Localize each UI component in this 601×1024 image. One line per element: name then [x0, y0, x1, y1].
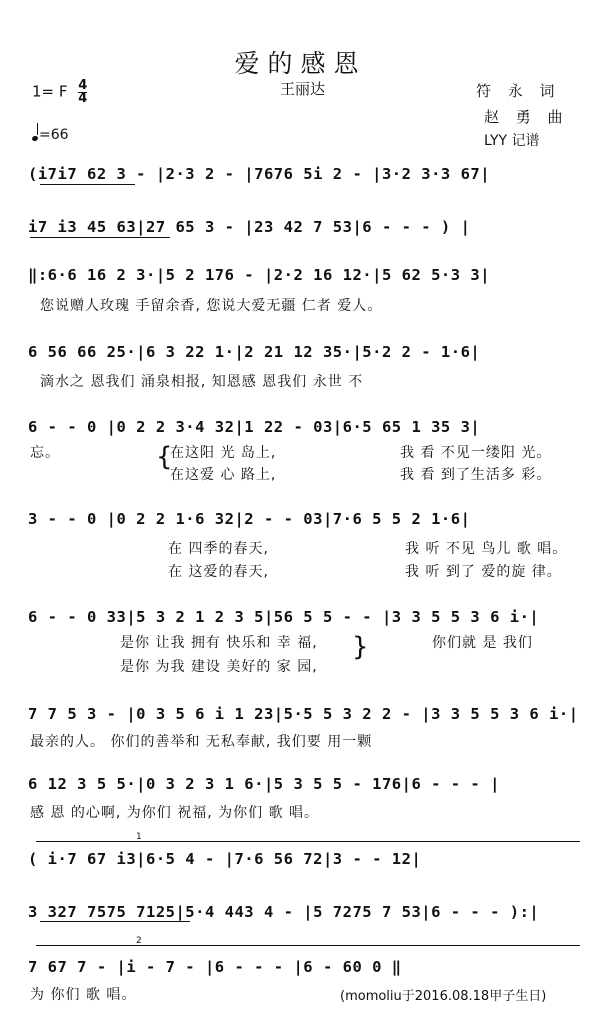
volta-2-label: 2: [136, 936, 142, 946]
key-label: 1= F: [32, 82, 68, 101]
brace-left: {: [156, 442, 173, 472]
notation-line-6: 3 - - 0 |0 2 2 1·6 32|2 - - 03|7·6 5 5 2 1·6|: [28, 510, 471, 528]
notation-line-9: 6 12 3 5 5·|0 3 2 3 1 6·|5 3 5 5 - 176|6 - - - |: [28, 775, 500, 793]
stanza-b2-line-2: 我 听 到了 爱的旋 律。: [405, 564, 562, 580]
notation-line-7: 6 - - 0 33|5 3 2 1 2 3 5|56 5 5 - - |3 3 5 5 3 6 i·|: [28, 608, 540, 626]
lyricist: 符 永 词: [476, 82, 561, 100]
tempo-marking: [32, 127, 69, 143]
lyrics-line-8: 最亲的人。 你们的善举和 无私奉献, 我们要 用一颗: [30, 734, 373, 750]
notation-line-3: ‖:6·6 16 2 3·|5 2 176 - |2·2 16 12·|5 62 5·3 3|: [28, 266, 491, 284]
notation-line-2: i7 i3 45 63|27 65 3 - |23 42 7 53|6 - - - ) |: [28, 218, 471, 236]
singer: 王丽达: [280, 80, 326, 98]
stanza-a2-line-2: 我 看 到了生活多 彩。: [400, 467, 552, 483]
lyrics-line-4: 滴水之 恩我们 涌泉相报, 知恩感 恩我们 永世 不: [40, 374, 364, 390]
stanza-b-line-1: 在 四季的春天,: [168, 541, 269, 557]
notation-line-8: 7 7 5 3 - |0 3 5 6 i 1 23|5·5 5 3 2 2 - |3 3 5 5 3 6 i·|: [28, 705, 579, 723]
stanza-c2: 你们就 是 我们: [432, 635, 533, 651]
underline: [30, 237, 170, 238]
stanza-a-line-2: 在这爱 心 路上,: [170, 467, 277, 483]
underline: [40, 921, 190, 922]
quarter-note-icon: [31, 135, 38, 142]
notation-line-10: ( i·7 67 i3|6·5 4 - |7·6 56 72|3 - - 12|: [28, 850, 422, 868]
stanza-c-line-2: 是你 为我 建设 美好的 家 园,: [120, 659, 318, 675]
notation-line-12: 7 67 7 - |i - 7 - |6 - - - |6 - 60 0 ‖: [28, 958, 402, 976]
volta-2-bracket: [36, 936, 580, 952]
tempo-value: =66: [39, 127, 69, 143]
notation-line-1: (i7i7 62 3 - |2·3 2 - |7676 5i 2 - |3·2 3·3 67|: [28, 165, 491, 183]
song-title: 爱的感恩: [234, 49, 367, 78]
notation-line-11: 3 327 7575 7125|5·4 443 4 - |5 7275 7 53|6 - - - ):|: [28, 903, 540, 921]
key-signature: [32, 80, 87, 104]
time-signature: [78, 80, 87, 104]
stanza-b2-line-1: 我 听 不见 鸟儿 歌 唱。: [405, 541, 568, 557]
lyrics-line-5: 忘。: [30, 445, 60, 461]
composer: 赵 勇 曲: [484, 108, 569, 126]
notation-line-5: 6 - - 0 |0 2 2 3·4 32|1 22 - 03|6·5 65 1 35 3|: [28, 418, 481, 436]
lyrics-line-3: 您说赠人玫瑰 手留余香, 您说大爱无疆 仁者 爱人。: [40, 298, 383, 314]
transcriber: LYY 记谱: [484, 133, 540, 149]
stanza-a2-line-1: 我 看 不见一缕阳 光。: [400, 445, 552, 461]
notation-line-4: 6 56 66 25·|6 3 22 1·|2 21 12 35·|5·2 2 - 1·6|: [28, 343, 481, 361]
lyrics-line-12: 为 你们 歌 唱。: [30, 987, 137, 1003]
underline: [40, 184, 135, 185]
stanza-c-line-1: 是你 让我 拥有 快乐和 幸 福,: [120, 635, 318, 651]
volta-1-label: 1: [136, 832, 142, 842]
stanza-a-line-1: 在这阳 光 岛上,: [170, 445, 277, 461]
volta-1-bracket: [36, 832, 580, 848]
brace-right: }: [352, 632, 369, 662]
stanza-b-line-2: 在 这爱的春天,: [168, 564, 269, 580]
time-denominator: 4: [78, 91, 88, 106]
lyrics-line-9: 感 恩 的心啊, 为你们 祝福, 为你们 歌 唱。: [30, 805, 320, 821]
transcription-note: (momoliu于2016.08.18甲子生日): [340, 989, 547, 1004]
time-numerator: 4: [78, 78, 88, 93]
